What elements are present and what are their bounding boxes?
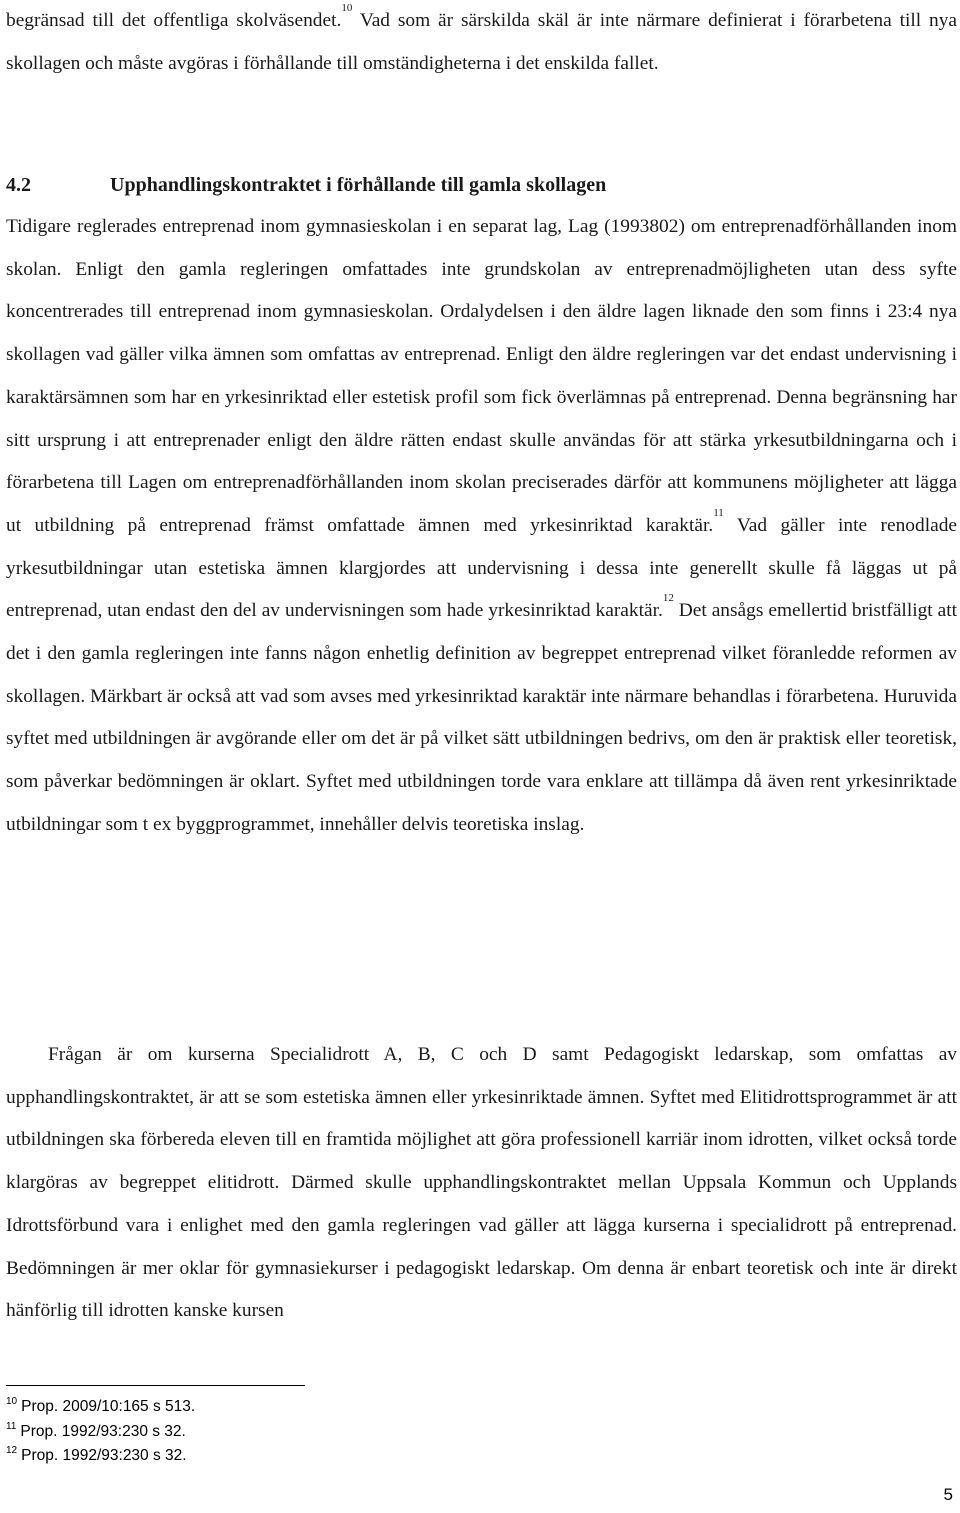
body-paragraph-1 xyxy=(6,206,957,847)
body1-part2: Vad gäller inte renodlade yrkesutbildningar utan estetiska ämnen klargjordes att undervisning i dessa inte generellt skulle få läggas ut på entreprenad, utan endast den del av undervisningen som hade yrkesinriktad karaktär. xyxy=(6,514,957,622)
footnote-item xyxy=(6,1395,606,1420)
footnote-separator xyxy=(6,1385,305,1386)
footnote-text: Prop. 1992/93:230 s 32. xyxy=(20,1422,186,1440)
footnote-item xyxy=(6,1444,606,1469)
body-paragraph-2: Frågan är om kurserna Specialidrott A, B, C och D samt Pedagogiskt ledarskap, som omfattas av upphandlingskontraktet, är att se som estetiska ämnen eller yrkesinriktade ämnen. Syftet med Elitidrottsprogrammet är att utbildningen ska förbereda eleven till en framtida möjlighet att göra professionell karriär inom idrotten, vilket också torde klargöras av begreppet elitidrott. Därmed skulle upphandlingskontraktet mellan Uppsala Kommun och Upplands Idrottsförbund vara i enlighet med den gamla regleringen vad gäller att lägga kurserna i specialidrott på entreprenad. Bedömningen är mer oklar för gymnasiekurser i pedagogiskt ledarskap. Om denna är enbart teoretisk och inte är direkt hänförlig till idrotten kanske kursen xyxy=(6,1044,957,1322)
footnotes xyxy=(6,1395,606,1469)
footnote-text: Prop. 1992/93:230 s 32. xyxy=(21,1447,187,1464)
section-title: Upphandlingskontraktet i förhållande till gamla skollagen xyxy=(110,174,607,196)
footnote-mark: 12 xyxy=(6,1445,18,1456)
intro-text-before: begränsad till det offentliga skolväsendet. xyxy=(6,10,342,31)
footnote-mark: 10 xyxy=(6,1396,18,1407)
body1-part1: Tidigare reglerades entreprenad inom gymnasieskolan i en separat lag, Lag (1993802) om entreprenadförhållanden inom skolan. Enligt den gamla regleringen omfattades inte grundskolan av entreprenadmöjligheten utan dess syfte koncentrerades till entreprenad inom gymnasieskolan. Ordalydelsen i den äldre lagen liknade den som finns i 23:4 nya skollagen vad gäller vilka ämnen som omfattas av entreprenad. Enligt den äldre regleringen var det endast undervisning i karaktärsämnen som har en yrkesinriktad eller estetisk profil som fick överlämnas på entreprenad. Denna begränsning har sitt ursprung i att entreprenader enligt den äldre rätten endast skulle användas för att stärka yrkesutbildningarna och i förarbetena till Lagen om entreprenadförhållanden inom skolan preciserades därför att kommunens möjligheter att lägga ut utbildning på entreprenad främst omfattade ämnen med yrkesinriktad karaktär. xyxy=(6,216,957,536)
footnote-mark: 11 xyxy=(6,1420,17,1432)
footnote-item xyxy=(6,1420,606,1445)
footnote-ref-12: 12 xyxy=(662,592,674,605)
footnote-ref-11: 11 xyxy=(713,506,724,519)
section-heading xyxy=(6,164,957,206)
intro-paragraph xyxy=(6,0,957,85)
footnote-text: Prop. 2009/10:165 s 513. xyxy=(21,1398,196,1415)
footnote-ref-10: 10 xyxy=(341,2,353,14)
page-number: 5 xyxy=(943,1485,953,1504)
intro-text-after: Vad som är särskilda skäl är inte närmare definierat i förarbetena till nya skollagen och måste avgöras i förhållande till omständigheterna i det enskilda fallet. xyxy=(6,10,957,74)
section-number: 4.2 xyxy=(6,174,31,196)
body1-part3: Det ansågs emellertid bristfälligt att det i den gamla regleringen inte fanns någon enhetlig definition av begreppet entreprenad vilket föranledde reformen av skollagen. Märkbart är också att vad som avses med yrkesinriktad karaktär inte närmare behandlas i förarbetena. Huruvida syftet med utbildningen är avgörande eller om det är på vilket sätt utbildningen bedrivs, om den är praktisk eller teoretisk, som påverkar bedömningen är oklart. Syftet med utbildningen torde vara enklare att tillämpa då även rent yrkesinriktade utbildningar som t ex byggprogrammet, innehåller delvis teoretiska inslag. xyxy=(6,600,958,835)
